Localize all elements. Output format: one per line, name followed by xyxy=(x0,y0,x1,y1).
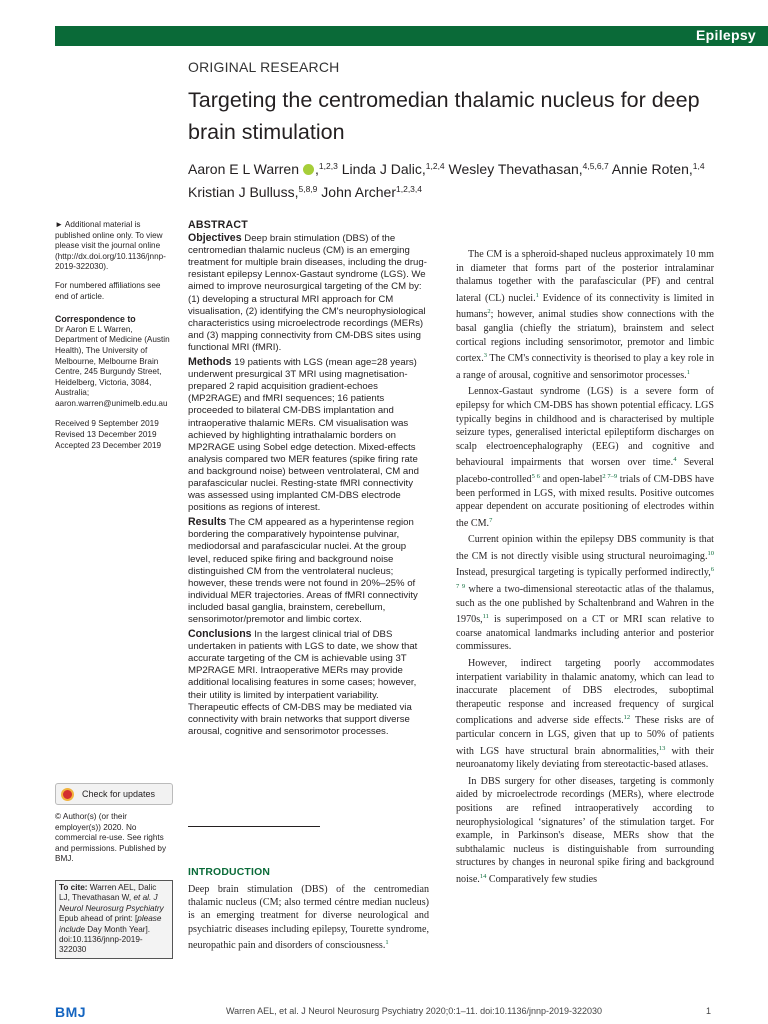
check-for-updates-label: Check for updates xyxy=(82,789,156,799)
citation-box: To cite: Warren AEL, Dalic LJ, Thevathasan W, et al. J Neurol Neurosurg Psychiatry Epub ahead of print: [please include Day Month Year]. doi:10.1136/jnnp-2019-322030 xyxy=(55,880,173,959)
article-type-label: ORIGINAL RESEARCH xyxy=(188,59,340,75)
reference-link[interactable]: 11 xyxy=(482,613,489,621)
reference-link[interactable]: 2 7–9 xyxy=(602,472,618,480)
abstract-conclusions: Conclusions In the largest clinical trial of DBS undertaken in patients with LGS to date, we show that accurate targeting of the CM is achievable using 3T MP2RAGE MRI. Intraoperative MERs may provide additional localising features in some cases; however, their utility is limited by interpatient variability. Therapeutic effects of CM-DBS may be mediated via connectivity with brain networks that support diverse arousal, cognitive and sensorimotor processes. xyxy=(188,628,418,737)
author-affiliation: 1,2,4 xyxy=(425,161,445,171)
abstract-results: Results The CM appeared as a hyperintense region bordering the comparatively hypointense pulvinar, mediodorsal and parafascicular nuclei. At the group level, reduced spike firing and background noise distinguished CM from the ventrolateral nucleus; however, these trends were not found in 20%–25% of individual MER trajectories. Areas of fMRI connectivity included basal ganglia, brainstem, cerebellum, sensorimotor/premotor and limbic cortex. xyxy=(188,516,418,625)
reference-link[interactable]: 13 xyxy=(658,744,666,752)
body-paragraph: In DBS surgery for other diseases, targeting is commonly aided by microelectrode recordings (MERs), where electrode positions are refined intraoperatively according to neurophysiological ‘signatures’ of the stimulation target. For example, in Parkinson's disease, MERs show that the subthalamic nucleus is distinguishable from surrounding structures by changes in neuronal spike firing and background noise.$^{14}$ Comparatively few studies xyxy=(456,775,714,885)
abstract-methods: Methods 19 patients with LGS (mean age=28 years) underwent presurgical 3T MRI using magnetisation-prepared 2 rapid acquisition gradient-echoes (MP2RAGE) and fMRI sequences; 16 patients proceeded to bilateral CM-DBS implantation and intraoperative thalamic MERs. CM visualisation was achieved by highlighting intrathalamic borders on MP2RAGE using Sobel edge detection. Mixed-effects analysis compared two MER features (spike firing rate and background noise) between ventrolateral, CM and parafascicular nuclei. Resting-state fMRI connectivity was assessed using implanted CM-DBS electrode positions as regions of interest. xyxy=(188,356,419,514)
reference-link[interactable]: 12 xyxy=(623,714,631,722)
reference-link[interactable]: 1 xyxy=(385,938,389,946)
author-affiliation: 1,4 xyxy=(692,161,705,171)
abstract-heading: ABSTRACT xyxy=(188,219,248,231)
author-name: Kristian J Bulluss, xyxy=(188,184,299,200)
author-affiliation: 1,2,3,4 xyxy=(396,184,422,194)
abstract-objectives: Objectives Deep brain stimulation (DBS) of the centromedian thalamic nucleus (CM) is an emerging treatment for multiple brain diseases, including the drug-resistant epilepsy Lennox-Gastaut syndrome (LGS). We aimed to improve neurosurgical targeting of the CM by: (1) developing a structural MRI approach for CM visualisation, (2) identifying the CM's neurophysiological characteristics using microelectrode recordings (MERs) and (3) mapping connectivity from CM-DBS sites using functional MRI (fMRI). xyxy=(188,232,427,353)
body-paragraph: Current opinion within the epilepsy DBS community is that the CM is not directly visible using structural neuroimaging.$^{10}$ Instead, presurgical targeting is typically performed indirectly,$^{6 7 9}$ where a two-dimensional stereotactic atlas of the thalamus, such as the one published by Schaltenbrand and Wahren in the 1970s,$^{11}$ is superimposed on a CT or MRI scan relative to coarse anatomical landmarks including anterior and posterior commissures. xyxy=(456,534,714,653)
reference-link[interactable]: 10 xyxy=(707,549,714,557)
reference-link[interactable]: 6 7 9 xyxy=(456,566,714,591)
received-date: Received 9 September 2019 xyxy=(55,418,159,428)
page-number: 1 xyxy=(706,1006,712,1016)
reference-link[interactable]: 5 6 xyxy=(531,472,540,480)
correspondence-address: Dr Aaron E L Warren, Department of Medicine (Austin Health), The University of Melbourne, Melbourne Brain Centre, 245 Burgundy Street, Heidelberg, Victoria, 3084, Australia; aaron.warren@unimelb.edu.au xyxy=(55,324,170,408)
article-sidebar xyxy=(55,220,173,451)
reference-link[interactable]: 2 xyxy=(487,308,491,316)
check-for-updates-button[interactable] xyxy=(55,783,173,805)
body-paragraph: However, indirect targeting poorly accommodates interpatient variability in thalamic anatomy, which can lead to inaccurate placement of DBS electrodes, suboptimal therapeutic response and increased frequency of surgical complications and adverse side effects.$^{12}$ These risks are of particular concern in LGS, given that up to 50% of patients with LGS have structural brain abnormalities,$^{13}$ with their neuroanatomy likely deviating from stereotactic-based atlases. xyxy=(456,658,714,771)
crossmark-icon xyxy=(61,788,74,801)
article-title: Targeting the centromedian thalamic nucleus for deep brain stimulation xyxy=(188,88,700,144)
correspondence-heading: Correspondence to xyxy=(55,314,136,325)
footer-citation: Warren AEL, et al. J Neurol Neurosurg Psychiatry 2020;0:1–11. doi:10.1136/jnnp-2019-322030 xyxy=(226,1006,603,1016)
journal-section-label: Epilepsy xyxy=(696,27,756,43)
revised-date: Revised 13 December 2019 xyxy=(55,429,157,439)
author-name: Linda J Dalic, xyxy=(341,161,426,177)
reference-link[interactable]: 1 xyxy=(535,291,539,299)
citation-heading: To cite: xyxy=(59,883,88,892)
author-affiliation: 5,8,9 xyxy=(298,184,318,194)
author-name: Aaron E L Warren xyxy=(188,161,300,177)
introduction-heading: INTRODUCTION xyxy=(188,867,271,878)
abstract xyxy=(188,219,428,740)
copyright-notice: © Author(s) (or their employer(s)) 2020. No commercial re-use. See rights and permissions. Published by BMJ. xyxy=(55,812,167,864)
introduction-paragraph: Deep brain stimulation (DBS) of the centromedian thalamic nucleus (CM; also termed céntre median nucleus) is an emerging treatment for diverse neurological and psychiatric diseases including epilepsy, Tourette syndrome, neuropathic pain and disorders of consciousness.$^1$ xyxy=(188,884,429,951)
reference-link[interactable]: 7 xyxy=(489,516,493,524)
bmj-logo[interactable]: BMJ xyxy=(55,1004,87,1020)
author-affiliation: 4,5,6,7 xyxy=(582,161,609,171)
article-dates xyxy=(55,418,173,452)
abstract-divider xyxy=(188,826,320,827)
orcid-icon[interactable] xyxy=(303,164,314,175)
body-text-column xyxy=(456,248,714,890)
affiliations-note: For numbered affiliations see end of article. xyxy=(55,280,161,301)
journal-section-bar xyxy=(55,26,768,46)
body-paragraph: Lennox-Gastaut syndrome (LGS) is a severe form of epilepsy for which CM-DBS has shown potential efficacy. LGS typically begins in childhood and is characterised by multiple seizure types, generalised interictal epileptiform discharges on scalp electroencephalography (EEG) and cognitive and behavioural impairments that worsen over time.$^4$ Several placebo-controlled$^{5 6}$ and open-label$^{2 7-9}$ trials of CM-DBS have been performed in LGS, with mixed results. Positive outcomes appear dependent on accurate positioning of electrodes within the CM.$^7$ xyxy=(456,386,715,529)
author-affiliation: 1,2,3 xyxy=(318,161,338,171)
author-name: Wesley Thevathasan, xyxy=(448,161,583,177)
reference-link[interactable]: 14 xyxy=(479,872,487,880)
author-name: Annie Roten, xyxy=(611,161,693,177)
body-paragraph: The CM is a spheroid-shaped nucleus approximately 10 mm in diameter that forms part of the posterior intralaminar thalamus together with the parafascicular (PF) and central lateral (CL) nuclei.$^1$ Evidence of its connectivity is limited in humans$^2$; however, animal studies show connections with the basal ganglia (chiefly the striatum), brainstem and select cortical regions including sensorimotor, premotor and limbic cortex.$^3$ The CM's connectivity is theorised to play a key role in a range of arousal, cognitive and sensorimotor processes.$^1$ xyxy=(456,249,715,381)
author-list: Aaron E L Warren ,$^{1,2,3}$ Linda J Dalic,$^{1,2,4}$ Wesley Thevathasan,$^{4,5,6,7}$ Annie Roten,$^{1,4}$ Kristian J Bulluss,$^{5,8,9}$ John Archer$^{1,2,3,4}$ xyxy=(188,161,705,200)
accepted-date: Accepted 23 December 2019 xyxy=(55,440,162,450)
reference-link[interactable]: 1 xyxy=(686,368,690,376)
author-name: John Archer xyxy=(321,184,396,200)
reference-link[interactable]: 3 xyxy=(483,352,487,360)
supplementary-note[interactable]: ► Additional material is published online only. To view please visit the journal online (http://dx.doi.org/10.1136/jnnp-2019-322030). xyxy=(55,220,166,272)
reference-link[interactable]: 4 xyxy=(673,456,677,464)
